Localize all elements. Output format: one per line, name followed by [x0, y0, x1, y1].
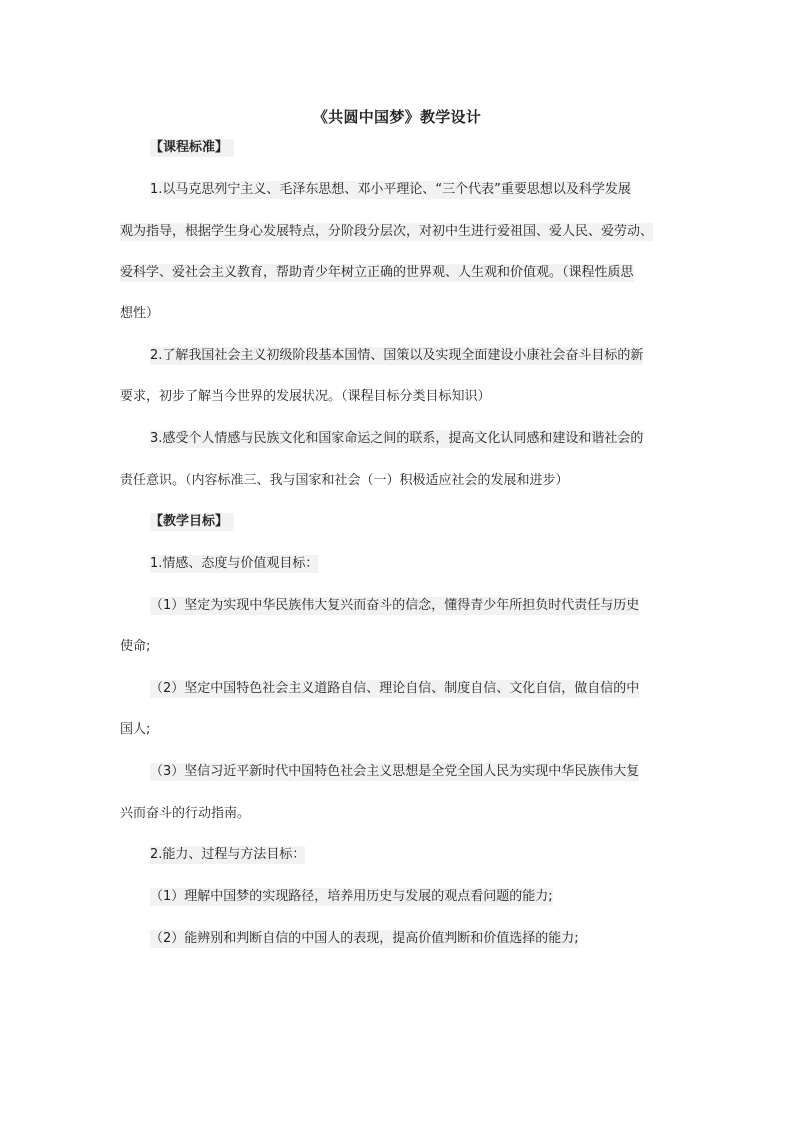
paragraph-line: （1）理解中国梦的实现路径，培养用历史与发展的观点看问题的能力; [150, 889, 553, 904]
paragraph-line: 国人; [120, 722, 151, 737]
paragraph-line: （2）坚定中国特色社会主义道路自信、理论自信、制度自信、文化自信，做自信的中 [150, 681, 640, 696]
paragraph-line: 观为指导，根据学生身心发展特点，分阶段分层次，对初中生进行爱祖国、爱人民、爱劳动、 [120, 224, 654, 239]
paragraph-line: 1.情感、态度与价值观目标： [150, 556, 319, 571]
paragraph-line: 爱科学、爱社会主义教育，帮助青少年树立正确的世界观、人生观和价值观。（课程性质思 [120, 265, 634, 280]
section-heading-teaching-objectives: 【教学目标】 [120, 513, 706, 531]
paragraph-line: 要求，初步了解当今世界的发展状况。（课程目标分类目标知识） [120, 389, 491, 404]
paragraph-line: （2）能辨别和判断自信的中国人的表现，提高价值判断和价值选择的能力; [150, 931, 579, 946]
paragraph-line: 1.以马克思列宁主义、毛泽东思想、邓小平理论、“三个代表”重要思想以及科学发展 [150, 182, 631, 197]
paragraph-line: （3）坚信习近平新时代中国特色社会主义思想是全党全国人民为实现中华民族伟大复 [150, 764, 640, 779]
section-heading-curriculum-standard: 【课程标准】 [120, 139, 706, 157]
paragraph-line: 责任意识。（内容标准三、我与国家和社会（一）积极适应社会的发展和进步） [120, 473, 569, 488]
paragraph-line: 使命; [120, 639, 151, 654]
paragraph-line: 2.了解我国社会主义初级阶段基本国情、国策以及实现全面建设小康社会奋斗目标的新 [150, 348, 644, 363]
paragraph-line: 2.能力、过程与方法目标： [150, 847, 306, 862]
paragraph-line: 想性） [120, 306, 160, 321]
paragraph-line: 3.感受个人情感与民族文化和国家命运之间的联系，提高文化认同感和建设和谐社会的 [150, 431, 644, 446]
paragraph-line: （1）坚定为实现中华民族伟大复兴而奋斗的信念，懂得青少年所担负时代责任与历史 [150, 598, 640, 613]
document-title: 《共圆中国梦》教学设计 [312, 108, 482, 126]
paragraph-line: 兴而奋斗的行动指南。 [120, 806, 251, 821]
